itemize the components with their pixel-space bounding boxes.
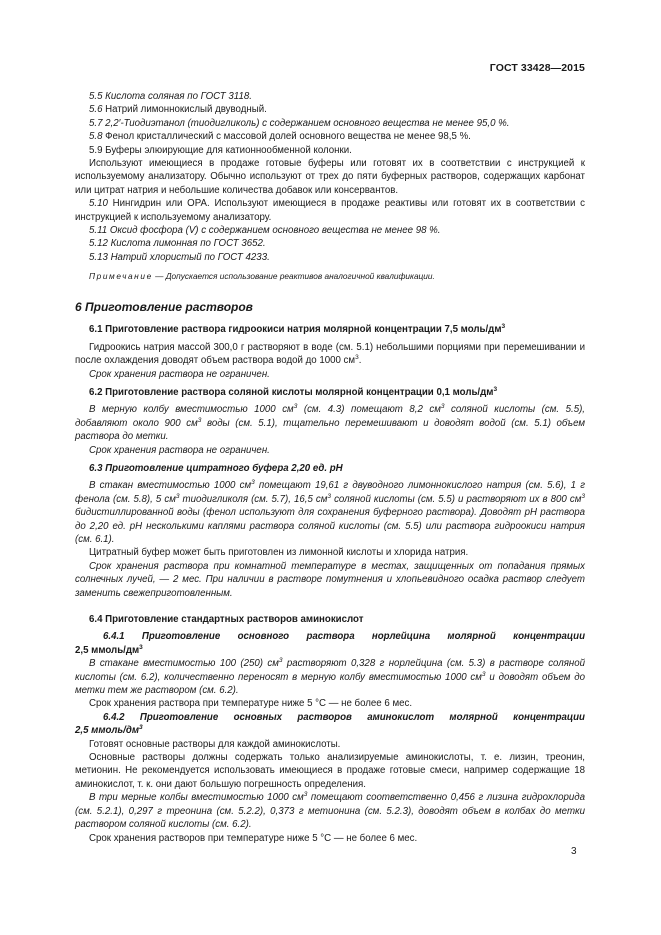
paragraph: В стакане вместимостью 100 (250) $см^3$ растворяют 0,328 г норлейцина (см. 5.3) в растворе соляной кислоты (см. 6.2), количественно переносят в мерную колбу вместимостью 1000 $см^3$ и доводят объем до метки тем же раствором (см. 6.2). [75,656,585,697]
paragraph: В мерную колбу вместимостью 1000 $см^3$ (см. 4.3) помещают 8,2 $см^3$ соляной кислоты (см. 5.5), добавляют около 900 $см^3$ воды (см. 5.1), тщательно перемешивают и доводят водой (см. 5.1) объем раствора до метки. [75,403,585,443]
paragraph: Срок хранения раствора не ограничен. [89,368,270,380]
paragraph: Срок хранения растворов при температуре ниже 5 °C — не более 6 мес. [89,832,418,844]
reagent-item: 5.12 Кислота лимонная по ГОСТ 3652. [89,238,266,250]
paragraph: В стакан вместимостью 1000 $см^3$ помещают 19,61 г двуводного лимоннокислого натрия (см. 5.6), 1 г фенола (см. 5.8), 5 $см^3$ тиодигликоля (см. 5.7), 16,5 $см^3$ соляной кислоты (см. 5.5) и растворяют их в 800 $см^3$ бидистиллированной воды (фенол используют для сохранения буферного раствора). Доводят pH раствора до 2,20 ед. pH несколькими каплями раствора соляной кислоты (см. 5.5) или раствора гидроокиси натрия (см. 6.1). [75,479,586,545]
reagent-item: 5.9 Буферы элюирующие для катионнообменной колонки. [89,144,352,156]
reagent-item: 5.11 Оксид фосфора (V) с содержанием основного вещества не менее 98 %. [89,225,441,237]
subsection-6-4-1-title-line2: 2,5 ммоль/$дм^3$ [75,643,143,656]
subsection-6-4-title: 6.4 Приготовление стандартных растворов аминокислот [89,614,364,625]
paragraph: В три мерные колбы вместимостью 1000 $см^3$ помещают соответственно 0,456 г лизина гидрохлорида (см. 5.2.1), 0,297 г треонина (см. 5.2.2), 0,373 г метионина (см. 5.2.3), доводят объем в колбах до метки раствором соляной кислоты (см. 6.2). [75,791,585,831]
subsection-6-1-title: 6.1 Приготовление раствора гидроокиси натрия молярной концентрации 7,5 моль/$дм^3$ [89,323,506,336]
subsection-6-3-title: 6.3 Приготовление цитратного буфера 2,20 ед. pH [89,462,343,474]
reagent-item: 5.6 Натрий лимоннокислый двуводный. [89,104,267,116]
paragraph: Срок хранения раствора при температуре ниже 5 °C — не более 6 мес. [89,698,413,710]
paragraph: Гидроокись натрия массой 300,0 г растворяют в воде (см. 5.1) небольшими порциями при перемешивании и после охлаждения доводят объем раствора водой до 1000 $см^3$. [75,341,585,367]
paragraph: Срок хранения раствора при комнатной температуре в местах, защищенных от попадания прямых солнечных лучей, — 2 мес. При наличии в растворе помутнения и хлопьевидного осадка раствор следует заменить свежеприготовленным. [75,560,585,599]
note-label: Примечание [89,271,153,282]
note: Примечание — Допускается использование реактивов аналогичной квалификации. [89,271,435,282]
subsection-6-4-2-title-line2: 2,5 ммоль/$дм^3$ [75,724,143,737]
buffers-paragraph: Используют имеющиеся в продаже готовые буферы или готовят их в соответствии с инструкцией к используемому анализатору. Обычно используют от трех до пяти буферных растворов, содержащих карбонат или цитрат натрия и небольшие количества добавок или консервантов. [75,158,585,196]
reagent-item: 5.8 Фенол кристаллический с массовой долей основного вещества не менее 98,5 %. [89,131,471,143]
subsection-6-4-1-title: 6.4.1 Приготовление основного раствора норлейцина молярной концентрации [103,631,585,643]
paragraph: Цитратный буфер может быть приготовлен из лимонной кислоты и хлорида натрия. [89,547,469,559]
reagent-item: 5.10 Нингидрин или ОРА. Используют имеющиеся в продаже реактивы или готовят их в соответствии с инструкцией к используемому анализатору. [75,198,585,223]
paragraph: Срок хранения раствора не ограничен. [89,444,270,456]
subsection-6-2-title: 6.2 Приготовление раствора соляной кислоты молярной концентрации 0,1 моль/$дм^3$ [89,385,498,398]
reagent-item: 5.7 2,2′-Тиодиэтанол (тиодигликоль) с содержанием основного вещества не менее 95,0 %. [89,117,510,129]
paragraph: Готовят основные растворы для каждой аминокислоты. [89,738,341,750]
document-number: ГОСТ 33428—2015 [489,62,585,74]
section-6-title: 6 Приготовление растворов [75,300,253,315]
subsection-6-4-2-title: 6.4.2 Приготовление основных растворов аминокислот молярной концентрации [103,711,585,723]
paragraph: Основные растворы должны содержать только анализируемые аминокислоты, т. е. лизин, треонин, метионин. Не рекомендуется использовать имеющиеся в продаже готовые смеси, например содержащие 18 аминокислот, т. к. они дают большую погрешность определения. [75,752,585,790]
note-text: Допускается использование реактивов аналогичной квалификации. [165,271,435,282]
page-number: 3 [571,846,577,857]
reagent-item: 5.5 Кислота соляная по ГОСТ 3118. [89,91,252,102]
reagent-item: 5.13 Натрий хлористый по ГОСТ 4233. [89,251,270,263]
page-content [75,90,585,845]
